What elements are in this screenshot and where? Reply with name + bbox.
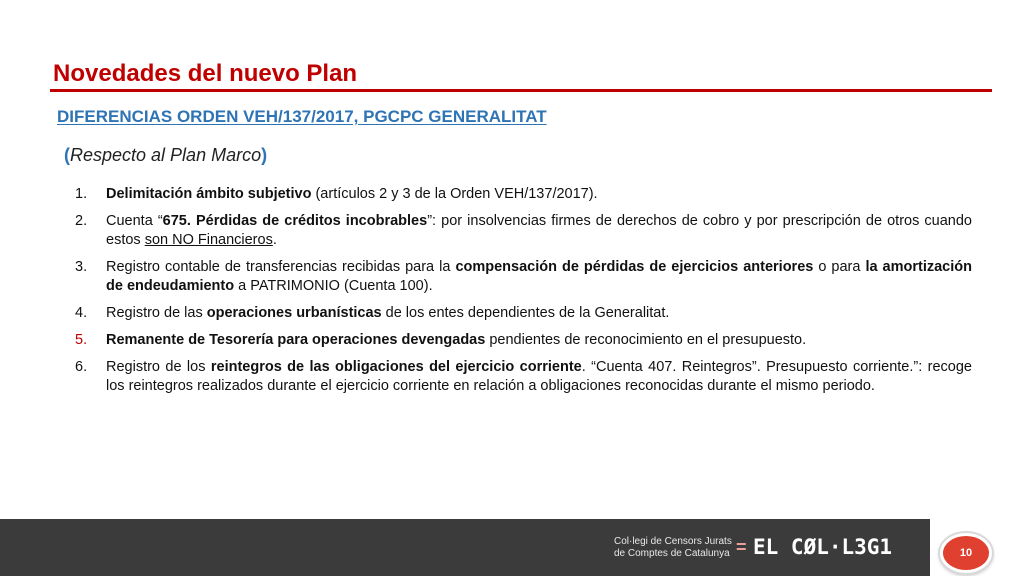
- section-subtitle: DIFERENCIAS ORDEN VEH/137/2017, PGCPC GENERALITAT: [57, 107, 547, 126]
- list-item: [75, 331, 972, 350]
- org-line-1: Col·legi de Censors Jurats: [614, 536, 732, 547]
- close-paren: ): [261, 145, 268, 165]
- plain-text: a PATRIMONIO (Cuenta 100).: [234, 278, 433, 294]
- bold-text: la amortización de endeudamiento: [106, 259, 972, 294]
- plain-text: Registro de las: [106, 305, 207, 321]
- logo-equals-mark: =: [736, 537, 747, 557]
- plain-text: Cuenta “: [106, 213, 163, 229]
- list-item-text: [106, 304, 972, 323]
- list-item-number: 3.: [75, 259, 88, 275]
- plain-text: (artículos 2 y 3 de la Orden VEH/137/2017).: [311, 186, 598, 202]
- list-item-number: 1.: [75, 186, 88, 202]
- bold-text: Remanente de Tesorería para operaciones devengadas: [106, 332, 486, 348]
- list-item-number: 4.: [75, 305, 88, 321]
- list-item-number: 6.: [75, 359, 88, 375]
- title-divider: [50, 89, 992, 92]
- underlined-text: son NO Financieros: [144, 232, 273, 248]
- context-note: [64, 143, 267, 167]
- context-text: Respecto al Plan Marco: [70, 145, 262, 165]
- list-item: [75, 212, 972, 250]
- list-item-text: [106, 331, 972, 350]
- list-item-number: 5.: [75, 332, 88, 348]
- bold-text: reintegros de las obligaciones del ejercicio corriente: [210, 359, 582, 375]
- plain-text: o para: [813, 259, 866, 275]
- organization-name: [614, 536, 732, 560]
- differences-list: [75, 185, 972, 404]
- bold-text: 675. Pérdidas de créditos incobrables: [162, 213, 428, 229]
- open-paren: (: [64, 145, 70, 165]
- bold-text: Delimitación ámbito subjetivo: [106, 186, 312, 202]
- plain-text: . “Cuenta 407. Reintegros”. Presupuesto corriente.”: recoge los reintegros realizados durante el ejercicio corriente en relación a obligaciones reconocidas durante el mismo periodo.: [106, 359, 972, 394]
- list-item: [75, 304, 972, 323]
- bold-text: operaciones urbanísticas: [206, 305, 382, 321]
- list-item-text: [106, 185, 972, 204]
- slide-title: Novedades del nuevo Plan: [53, 60, 358, 87]
- plain-text: pendientes de reconocimiento en el presupuesto.: [485, 332, 807, 348]
- college-logo: EL CØL·L3G1: [753, 535, 893, 559]
- org-line-2: de Comptes de Catalunya: [614, 548, 730, 559]
- list-item-number: 2.: [75, 213, 88, 229]
- plain-text: Registro contable de transferencias recibidas para la: [106, 259, 456, 275]
- list-item: [75, 358, 972, 396]
- list-item-text: [106, 358, 972, 396]
- plain-text: Registro de los: [106, 359, 211, 375]
- list-item-text: [106, 212, 972, 250]
- plain-text: .: [272, 232, 277, 248]
- page-number-badge: 10: [940, 533, 992, 573]
- list-item: [75, 258, 972, 296]
- plain-text: de los entes dependientes de la Generalitat.: [381, 305, 670, 321]
- list-item: [75, 185, 972, 204]
- list-item-text: [106, 258, 972, 296]
- bold-text: compensación de pérdidas de ejercicios anteriores: [455, 259, 814, 275]
- plain-text: ”: por insolvencias firmes de derechos de cobro y por prescripción de otros cuando estos: [106, 213, 972, 248]
